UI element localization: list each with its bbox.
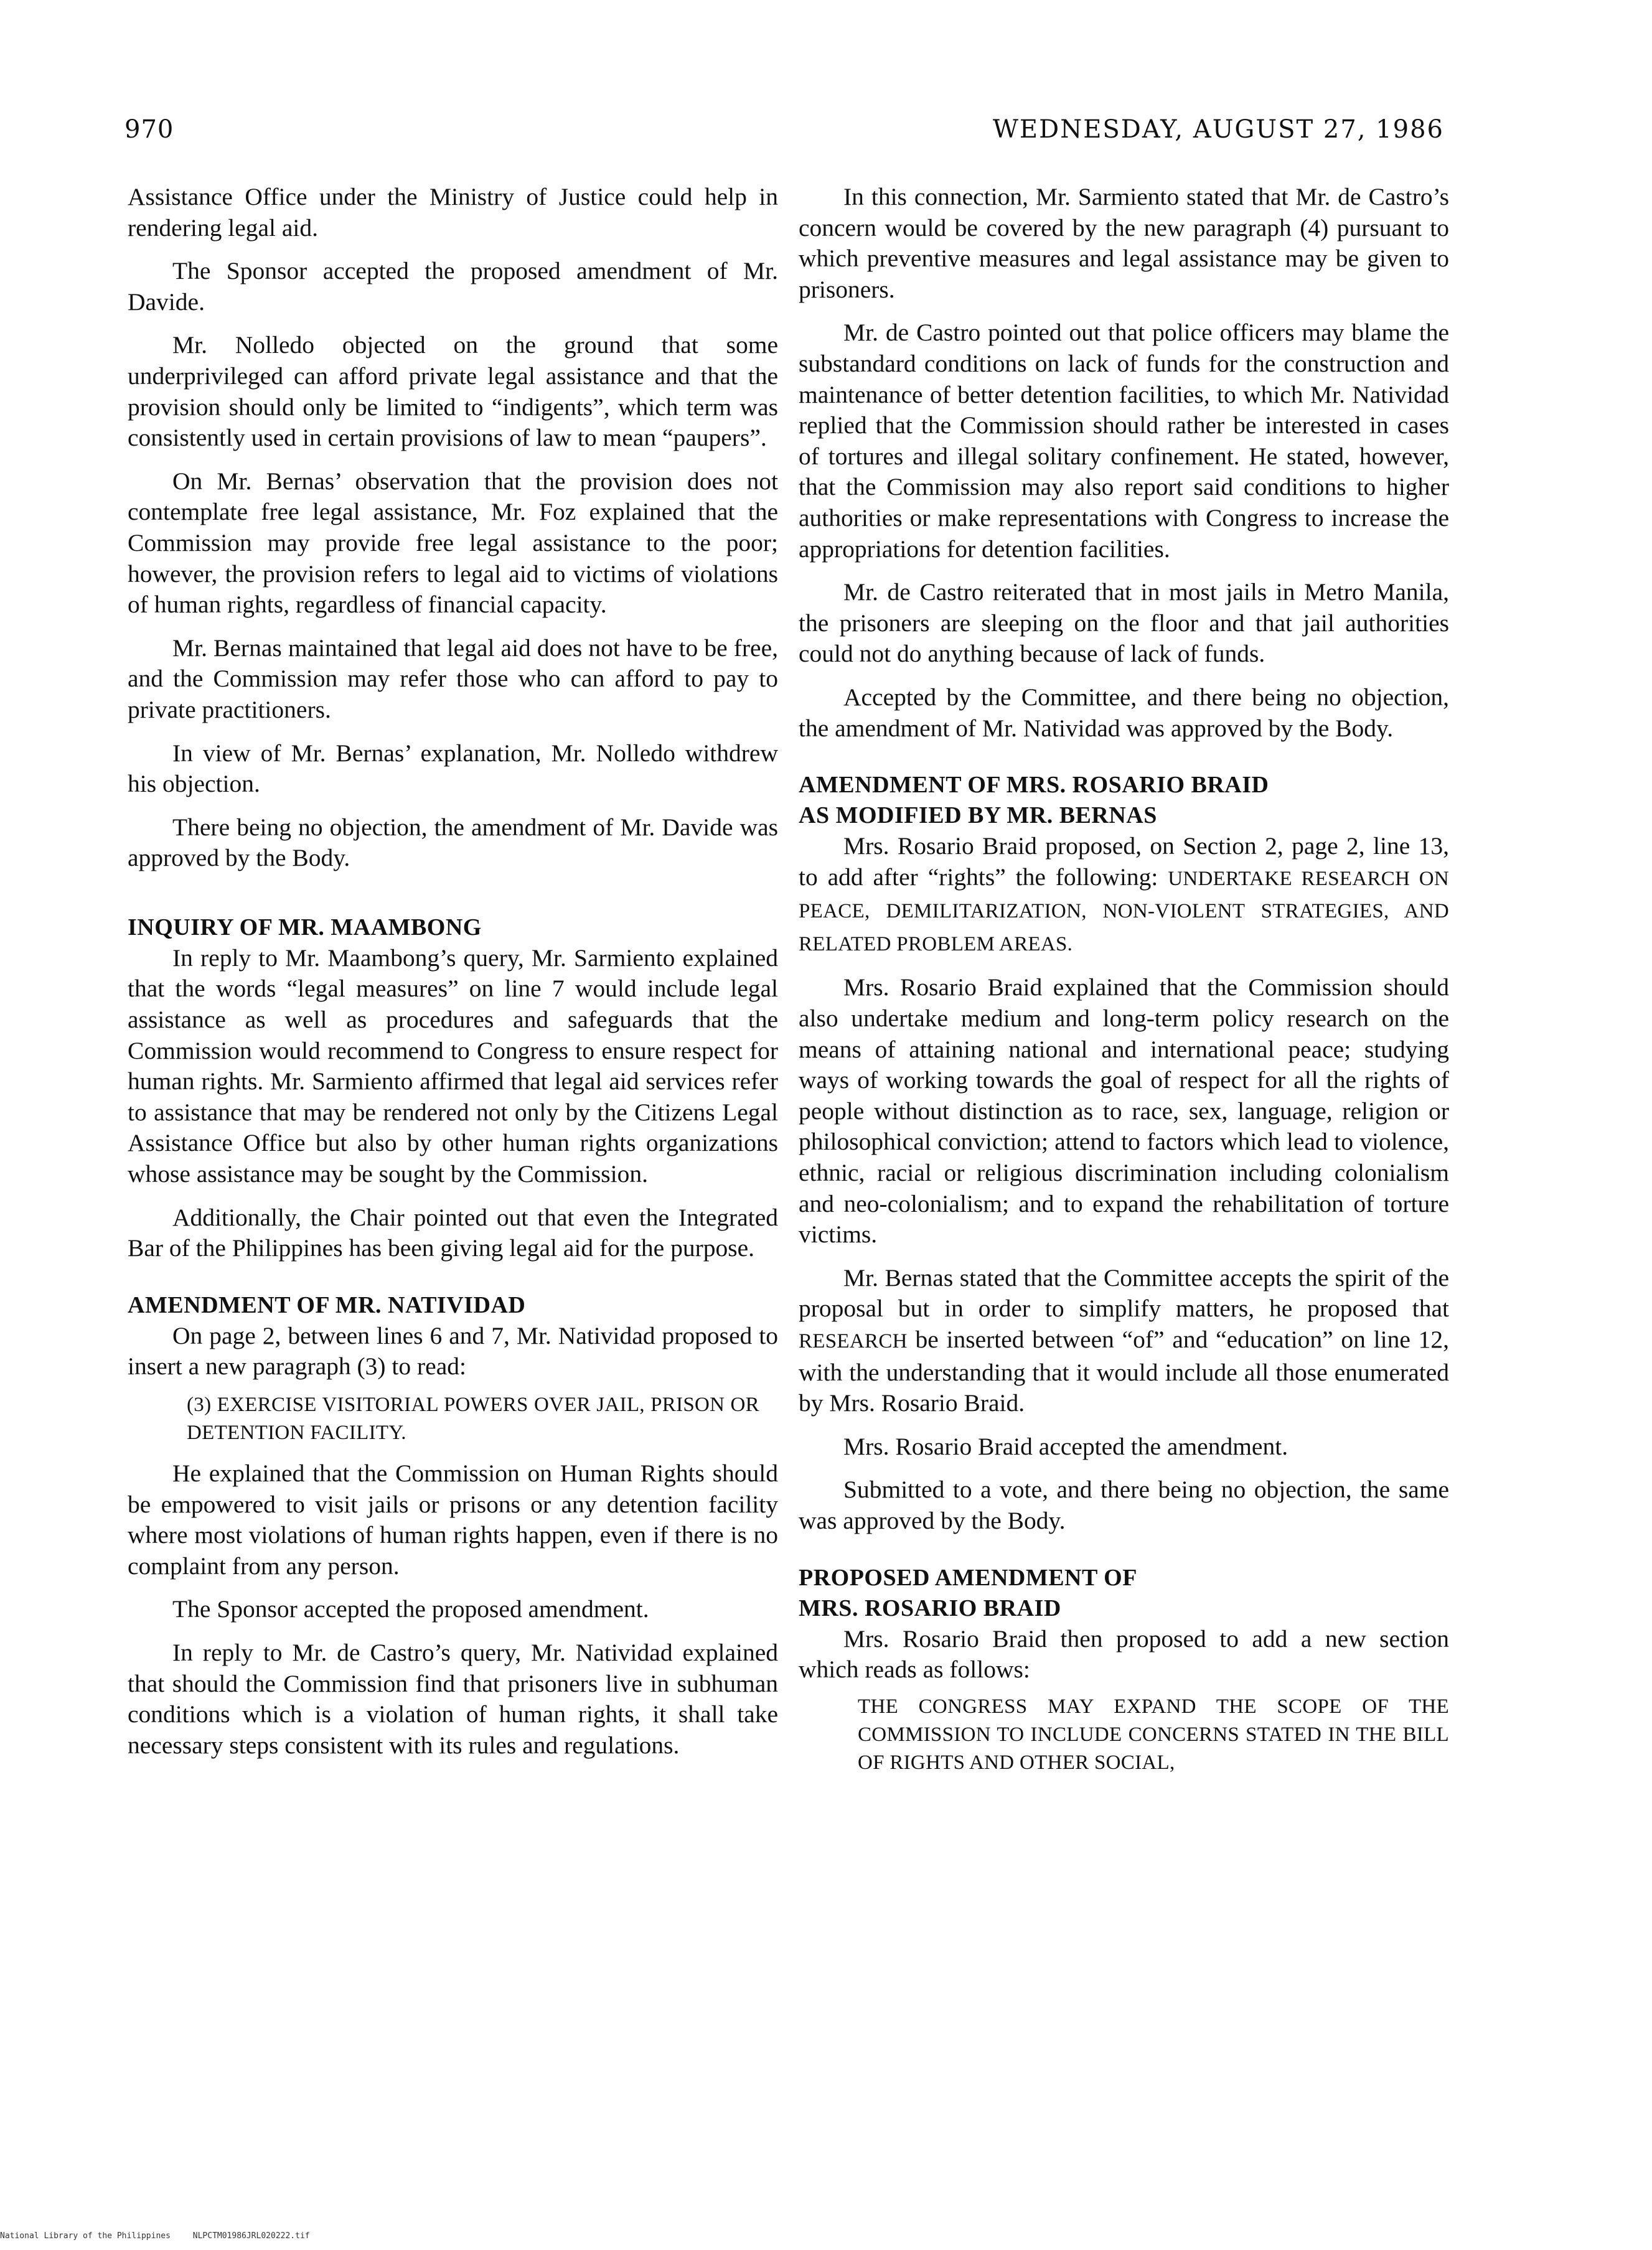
page-header	[124, 115, 1444, 165]
paragraph: Additionally, the Chair pointed out that even the Integrated Bar of the Philippines has been giving legal aid for the purpose.	[128, 1203, 778, 1262]
paragraph: Mr. Bernas maintained that legal aid does not have to be free, and the Commission may refer those who can afford to pay to private practitioners.	[128, 634, 778, 723]
paragraph: Accepted by the Committee, and there being no objection, the amendment of Mr. Natividad was approved by the Body.	[799, 683, 1449, 742]
section-heading: INQUIRY OF MR. MAAMBONG	[128, 914, 482, 940]
paragraph	[799, 831, 1449, 960]
paragraph: In view of Mr. Bernas’ explanation, Mr. Nolledo withdrew his objection.	[128, 739, 778, 798]
page-number: 970	[124, 115, 174, 144]
paragraph: There being no objection, the amendment of Mr. Davide was approved by the Body.	[128, 813, 778, 872]
paragraph: Mrs. Rosario Braid accepted the amendment.	[843, 1432, 1288, 1460]
paragraph-text: Mrs. Rosario Braid proposed, on Section 2, page 2, line 13, to add after “rights” the following:	[799, 832, 1449, 891]
quoted-amendment: (3) EXERCISE VISITORIAL POWERS OVER JAIL, PRISON OR DETENTION FACILITY.	[187, 1394, 759, 1444]
paragraph: He explained that the Commission on Human Rights should be empowered to visit jails or prisons or any detention facility where most violations of human rights happen, even if there is no complaint from any person.	[128, 1460, 778, 1580]
paragraph: Mr. de Castro reiterated that in most jails in Metro Manila, the prisoners are sleeping on the floor and that jail authorities could not do anything because of lack of funds.	[799, 578, 1449, 668]
paragraph: Mr. Nolledo objected on the ground that some underprivileged can afford private legal assistance and that the provision should only be limited to “indigents”, which term was consistently used in certain provisions of law to mean “paupers”.	[128, 331, 778, 452]
paragraph: Submitted to a vote, and there being no objection, the same was approved by the Body.	[799, 1476, 1449, 1534]
inserted-text: RESEARCH	[799, 1330, 908, 1352]
paragraph-text: Mr. Bernas stated that the Committee accepts the spirit of the proposal but in order to simplify matters, he proposed that	[799, 1263, 1449, 1323]
paragraph: On Mr. Bernas’ observation that the provision does not contemplate free legal assistance, Mr. Foz explained that the Commission may provide free legal assistance to the poor; however, the provision refers to legal aid to victims of violations of human rights, regardless of financial capacity.	[128, 467, 778, 619]
paragraph: The Sponsor accepted the proposed amendment of Mr. Davide.	[128, 257, 778, 316]
paragraph: The Sponsor accepted the proposed amendment.	[172, 1595, 649, 1623]
paragraph: On page 2, between lines 6 and 7, Mr. Natividad proposed to insert a new paragraph (3) to read:	[128, 1321, 778, 1380]
section-heading	[799, 770, 1449, 831]
footer-file: NLPCTM01986JRL020222.tif	[192, 2231, 310, 2241]
heading-line: MRS. ROSARIO BRAID	[799, 1595, 1061, 1621]
paragraph: In this connection, Mr. Sarmiento stated that Mr. de Castro’s concern would be covered by the new paragraph (4) pursuant to which preventive measures and legal assistance may be given to prisoners.	[799, 183, 1449, 303]
inserted-text: UNDERTAKE RESEARCH ON PEACE, DEMILITARIZATION, NON-VIOLENT STRATEGIES, AND RELATED PROBLEM AREAS.	[799, 867, 1450, 955]
quoted-amendment: THE CONGRESS MAY EXPAND THE SCOPE OF THE COMMISSION TO INCLUDE CONCERNS STATED IN THE BILL OF RIGHTS AND OTHER SOCIAL,	[858, 1695, 1449, 1774]
section-heading: AMENDMENT OF MR. NATIVIDAD	[128, 1291, 526, 1318]
paragraph: Mrs. Rosario Braid explained that the Commission should also undertake medium and long-term policy research on the means of attaining national and international peace; studying ways of working towards the goal of respect for all the rights of people without distinction as to race, sex, language, religion or philosophical conviction; attend to factors which lead to violence, ethnic, racial or religious discrimination including colonialism and neo-colonialism; and to expand the rehabilitation of torture victims.	[799, 973, 1449, 1249]
paragraph: In reply to Mr. de Castro’s query, Mr. Natividad explained that should the Commission find that prisoners live in subhuman conditions which is a violation of human rights, it shall take necessary steps consistent with its rules and regulations.	[128, 1638, 778, 1759]
paragraph: In reply to Mr. Maambong’s query, Mr. Sarmiento explained that the words “legal measures” on line 7 would include legal assistance as well as procedures and safeguards that the Commission would recommend to Congress to ensure respect for human rights. Mr. Sarmiento affirmed that legal aid services refer to assistance that may be rendered not only by the Citizens Legal Assistance Office but also by other human rights organizations whose assistance may be sought by the Commission.	[128, 944, 778, 1188]
paragraph: Mrs. Rosario Braid then proposed to add a new section which reads as follows:	[799, 1624, 1449, 1684]
page-date: WEDNESDAY, AUGUST 27, 1986	[992, 115, 1444, 144]
paragraph: Assistance Office under the Ministry of Justice could help in rendering legal aid.	[128, 183, 778, 241]
footer-library: National Library of the Philippines	[0, 2231, 171, 2241]
right-column	[799, 182, 1449, 1788]
heading-line: PROPOSED AMENDMENT OF	[799, 1564, 1137, 1591]
section-heading	[799, 1563, 1449, 1624]
heading-line: AS MODIFIED BY MR. BERNAS	[799, 802, 1157, 829]
left-column	[128, 182, 778, 1773]
paragraph-text: be inserted between “of” and “education” on line 12, with the understanding that it would include all those enumerated by Mrs. Rosario Braid.	[799, 1326, 1449, 1417]
scan-footer	[0, 2231, 327, 2241]
heading-line: AMENDMENT OF MRS. ROSARIO BRAID	[799, 772, 1269, 799]
paragraph	[799, 1263, 1449, 1419]
paragraph: Mr. de Castro pointed out that police officers may blame the substandard conditions on lack of funds for the construction and maintenance of better detention facilities, to which Mr. Natividad replied that the Commission should rather be interested in cases of tortures and illegal solitary confinement. He stated, however, that the Commission may also report said conditions to higher authorities or make representations with Congress to increase the appropriations for detention facilities.	[799, 319, 1449, 563]
